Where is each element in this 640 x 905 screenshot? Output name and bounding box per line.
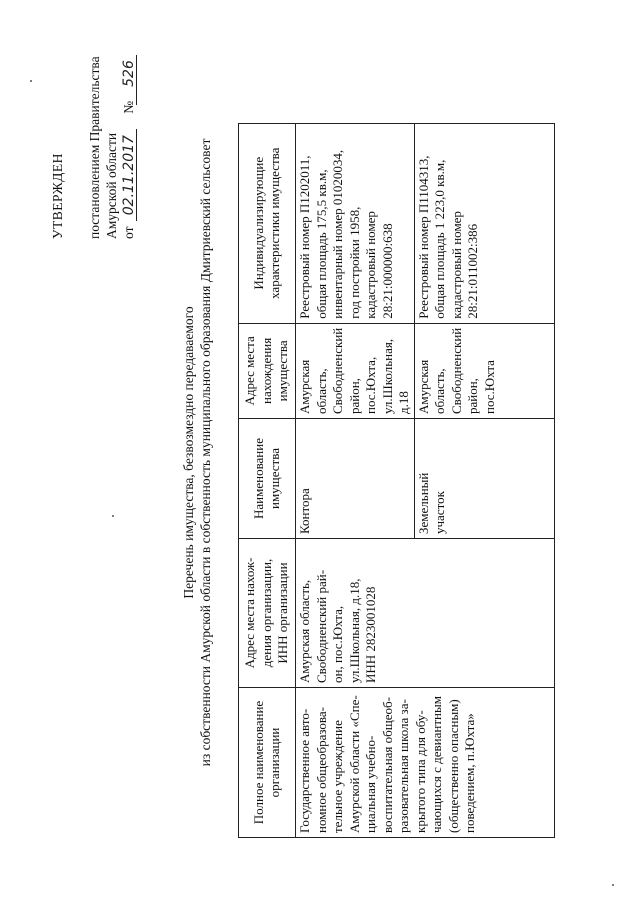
property-table xyxy=(238,123,555,838)
scan-speck xyxy=(112,515,114,517)
document-title-line-1: Перечень имущества, безвозмездно передаваемого xyxy=(181,306,196,599)
approval-date-handwritten: 02.11.2017 xyxy=(121,135,137,216)
header-property-name: Наименование имущества xyxy=(239,419,296,539)
organization-cell: Государственное авто- номное общеобразова- тельное учреждение Амурской области «Спе- циальная учебно- воспитательная общеоб- разовательная школа за- крытого типа для обу- чающихся с девиантным (общественно опасным) поведением, п.Юхта» xyxy=(296,688,555,838)
property-address-cell: Амурская область, Свободненский район, пос.Юхта, ул.Школьная, д.18 xyxy=(296,323,415,418)
org-address-cell: Амурская область, Свободненский рай- он, пос.Юхта, ул.Школьная, д.18, ИНН 2823001028 xyxy=(296,539,555,688)
scan-speck xyxy=(30,80,32,82)
approved-heading: УТВЕРЖДЕН xyxy=(50,153,65,239)
property-name-cell: Земельный участок xyxy=(414,419,554,539)
header-property-details: Индивидуализирующие характеристики имущества xyxy=(239,123,296,323)
property-details-cell: Реестровый номер П1202011, общая площадь 175,5 кв.м, инвентарный номер 01020034, год постройки 1958, кадастровый номер 28:21:000000:638 xyxy=(296,123,415,323)
number-underline xyxy=(136,55,137,105)
date-underline xyxy=(136,129,137,221)
header-property-address: Адрес места нахождения имущества xyxy=(239,323,296,418)
header-organization: Полное наименование организации xyxy=(239,688,296,838)
property-address-cell: Амурская область, Свободненский район, пос.Юхта xyxy=(414,323,554,418)
approval-line-2: Амурской области xyxy=(104,132,119,239)
table-header-row xyxy=(239,123,296,837)
property-name-cell: Контора xyxy=(296,419,415,539)
header-org-address: Адрес места нахож- дения организации, ИНН организации xyxy=(239,539,296,688)
scan-speck xyxy=(612,884,614,886)
approval-number-handwritten: 526 xyxy=(121,60,137,87)
number-label: № xyxy=(121,100,136,114)
from-label: от xyxy=(121,226,136,239)
approval-line-1: постановлением Правительства xyxy=(87,56,102,239)
property-details-cell: Реестровый номер П1104313, общая площадь 1 223,0 кв.м, кадастровый номер 28:21:011002:386 xyxy=(414,123,554,323)
table-row xyxy=(296,123,415,837)
document-title-line-2: из собственности Амурской области в собственность муниципального образования Дмитриевский сельсовет xyxy=(198,138,213,767)
